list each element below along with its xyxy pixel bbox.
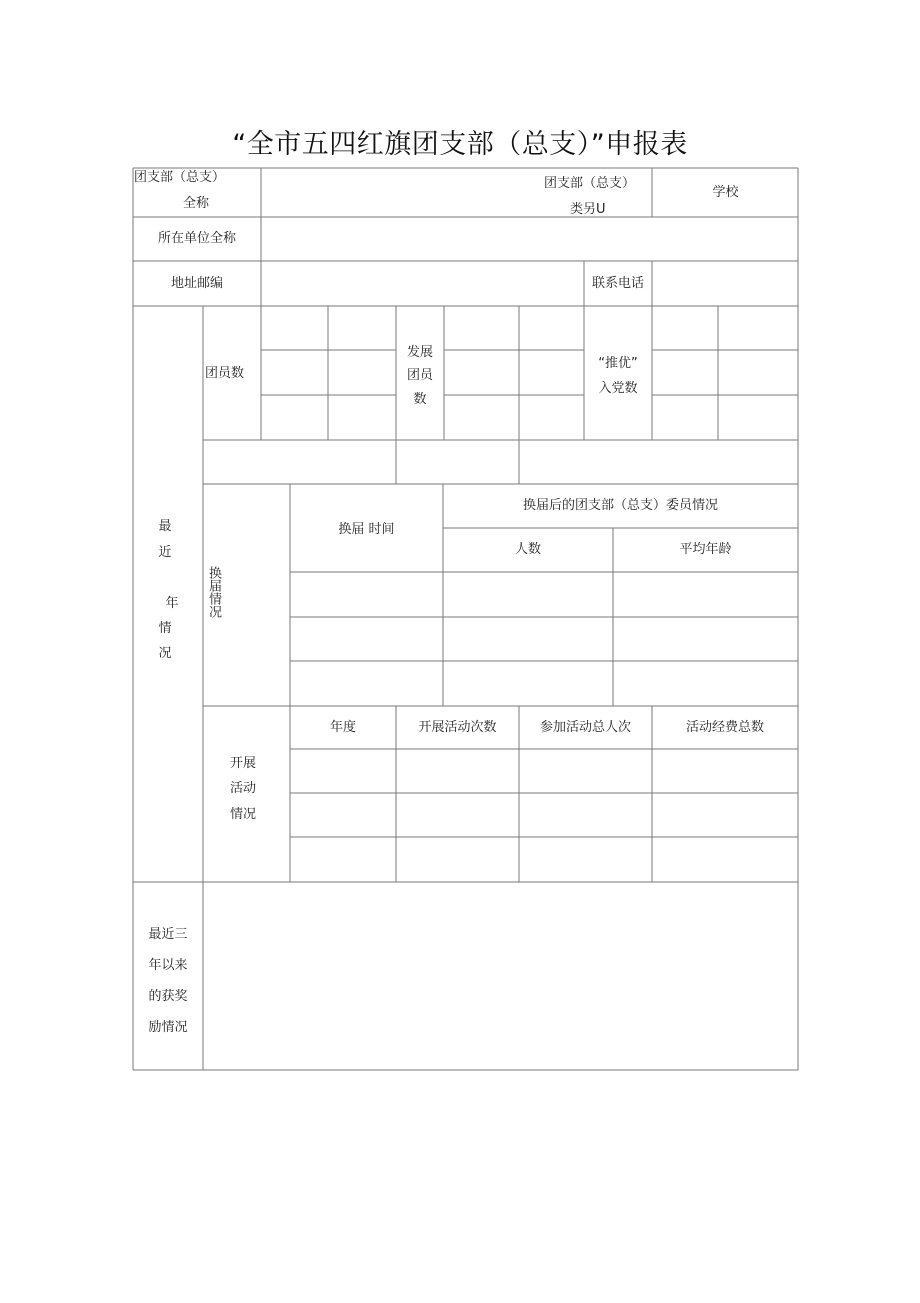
reelection-time-label: 换届 时间 — [338, 522, 395, 537]
recent-years-label-2: 近 — [158, 545, 172, 560]
address-field[interactable] — [262, 262, 583, 305]
members-label: 团员数 — [205, 366, 245, 381]
branch-type-value[interactable]: 学校 — [712, 185, 739, 200]
activity-header-count: 开展活动次数 — [418, 720, 497, 735]
activities-label-3: 情况 — [229, 807, 256, 822]
unit-full-name-label: 所在单位全称 — [157, 231, 236, 246]
phone-field[interactable] — [653, 262, 797, 305]
activities-label-1: 开展 — [229, 756, 256, 771]
awards-label-3: 的获奖 — [148, 989, 188, 1004]
recent-years-label-3: 年 — [165, 596, 179, 611]
develop-members-label-1: 发展 — [406, 345, 433, 360]
recent-years-label-5: 况 — [158, 646, 172, 661]
activity-header-participants: 参加活动总人次 — [539, 720, 631, 735]
branch-type-label: 团支部（总支） — [544, 176, 636, 191]
branch-full-name-label-2: 全称 — [183, 196, 210, 211]
page-title: “全市五四红旗团支部（总支）”申报表 — [232, 129, 688, 160]
activity-header-funding: 活动经费总数 — [685, 720, 764, 735]
recommend-party-label-2: 入党数 — [598, 381, 638, 396]
recent-years-label-4: 情 — [158, 621, 172, 636]
activities-label-2: 活动 — [229, 781, 256, 796]
phone-label: 联系电话 — [591, 276, 644, 291]
activity-header-year: 年度 — [329, 720, 356, 735]
develop-members-label-3: 数 — [413, 392, 427, 407]
awards-label-2: 年以来 — [148, 958, 188, 973]
committee-avg-age-label: 平均年龄 — [679, 542, 732, 557]
committee-after-label: 换届后的团支部（总支）委员情况 — [522, 498, 718, 513]
awards-label-4: 励情况 — [148, 1020, 188, 1035]
branch-full-name-field[interactable] — [262, 169, 532, 216]
branch-type-label-2: 类另U — [570, 202, 606, 217]
unit-full-name-field[interactable] — [262, 218, 797, 260]
reelection-label: 换届情况 — [206, 566, 221, 618]
branch-full-name-label: 团支部（总支） — [134, 170, 226, 185]
recent-years-label-1: 最 — [158, 519, 172, 534]
develop-members-label-2: 团员 — [406, 368, 433, 383]
committee-count-label: 人数 — [514, 542, 541, 557]
awards-field[interactable] — [204, 883, 797, 1069]
recommend-party-label: “推优” — [598, 356, 638, 371]
awards-label-1: 最近三 — [148, 927, 188, 942]
address-label: 地址邮编 — [170, 276, 223, 291]
